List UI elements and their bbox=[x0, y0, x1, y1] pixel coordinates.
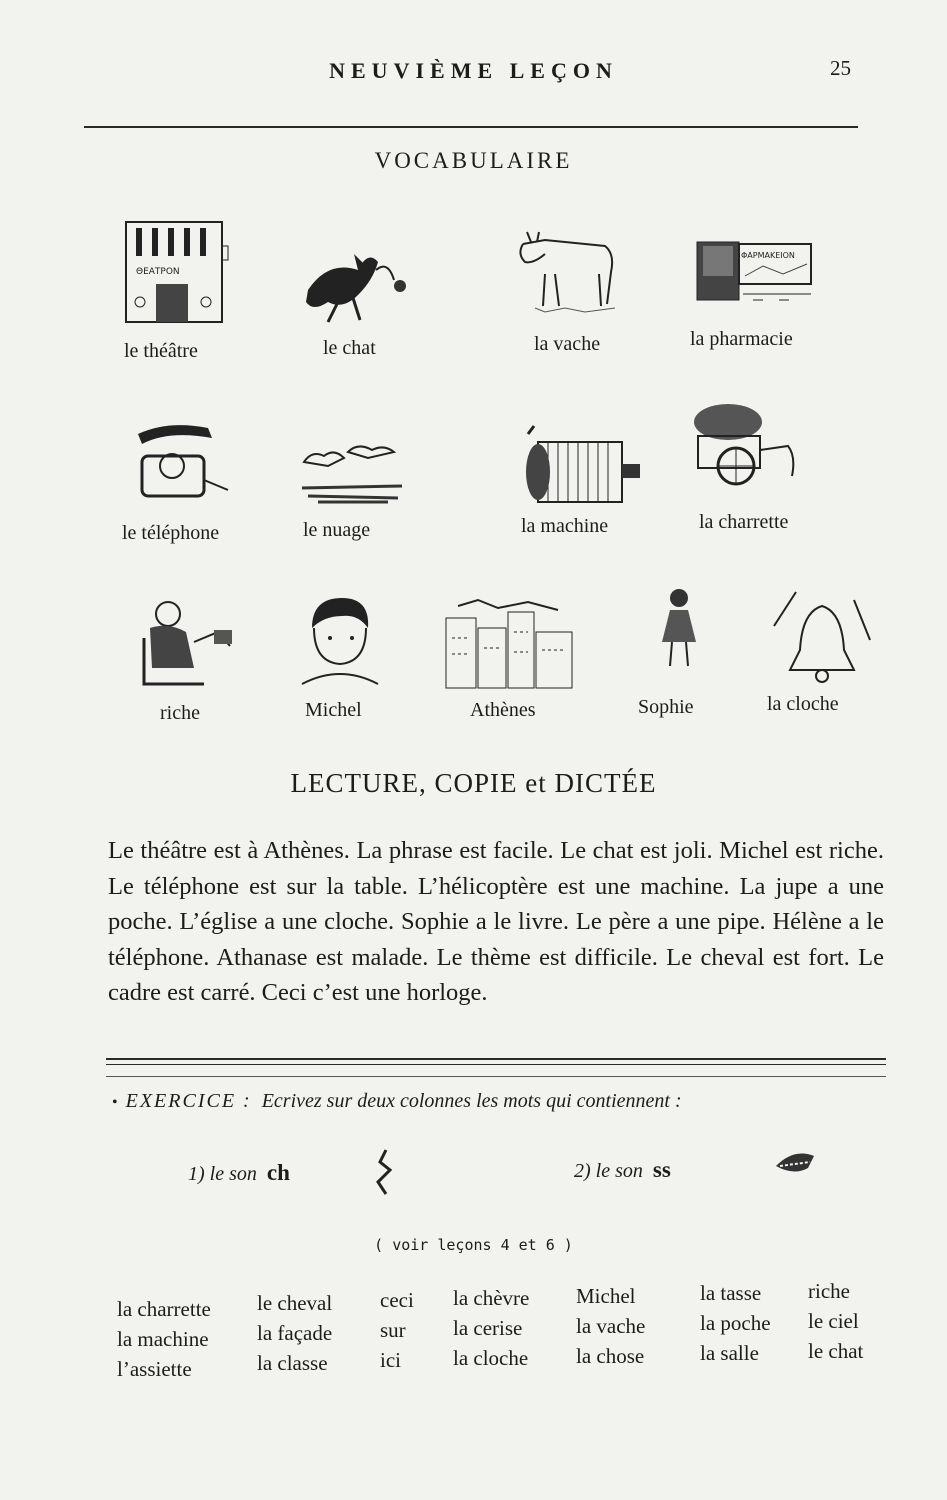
word-column bbox=[700, 1278, 771, 1368]
word: l’assiette bbox=[117, 1357, 192, 1381]
word: la salle bbox=[700, 1341, 759, 1365]
word: la machine bbox=[117, 1327, 209, 1351]
word-column bbox=[576, 1281, 645, 1371]
boy-illustration bbox=[298, 594, 380, 686]
lecture-title: LECTURE, COPIE et DICTÉE bbox=[290, 768, 657, 798]
word-column bbox=[380, 1285, 414, 1375]
bell-illustration bbox=[770, 590, 874, 688]
vocabulary-title: VOCABULAIRE bbox=[374, 148, 573, 173]
word-column bbox=[808, 1276, 863, 1366]
cow-illustration bbox=[515, 224, 620, 316]
word: le cheval bbox=[257, 1291, 333, 1315]
word-column bbox=[257, 1288, 332, 1378]
cloud-illustration bbox=[298, 440, 408, 506]
reading-passage: Le théâtre est à Athènes. La phrase est facile. Le chat est joli. Michel est riche. Le téléphone est sur la table. L’hélicoptère est une machine. La jupe a une poche. L’église a une cloche. Sophie a le livre. Le père a une pipe. Hélène a le téléphone. Athanase est malade. Le thème est difficile. Le cheval est fort. Le cadre est carré. Ceci c’est une horloge. bbox=[108, 837, 884, 1006]
sound-item-2 bbox=[574, 1157, 671, 1183]
word: la cerise bbox=[453, 1316, 523, 1340]
machine-illustration bbox=[508, 424, 648, 510]
word: la vache bbox=[576, 1314, 646, 1338]
sound-letters: ch bbox=[266, 1160, 290, 1185]
word: la tasse bbox=[700, 1281, 762, 1305]
sound-prefix: 1) le son bbox=[188, 1163, 257, 1185]
sound-prefix: 2) le son bbox=[574, 1160, 643, 1182]
word: la façade bbox=[257, 1321, 333, 1345]
girl-illustration bbox=[656, 586, 702, 674]
header-rule bbox=[84, 126, 858, 128]
word: la classe bbox=[257, 1351, 328, 1375]
word: la chose bbox=[576, 1344, 645, 1368]
word: la charrette bbox=[117, 1297, 211, 1321]
vocab-label: le théâtre bbox=[124, 340, 198, 362]
word: la cloche bbox=[453, 1346, 529, 1370]
word: ici bbox=[380, 1348, 401, 1372]
exercise-text: Ecrivez sur deux colonnes les mots qui contiennent : bbox=[261, 1090, 682, 1112]
sound-item-1 bbox=[188, 1160, 290, 1186]
telephone-illustration bbox=[128, 420, 232, 504]
word: Michel bbox=[576, 1284, 636, 1308]
vocab-label: la machine bbox=[521, 515, 609, 537]
word: le ciel bbox=[808, 1309, 859, 1333]
vocab-label: le chat bbox=[323, 337, 376, 359]
divider bbox=[106, 1064, 886, 1065]
bullet: • bbox=[112, 1094, 118, 1111]
theatre-sign: ΘΕΑΤΡΟΝ bbox=[136, 267, 180, 277]
running-head: NEUVIÈME LEÇON bbox=[329, 58, 618, 83]
word: sur bbox=[380, 1318, 406, 1342]
page-number: 25 bbox=[830, 56, 851, 80]
vocab-label: le nuage bbox=[303, 519, 371, 541]
word-column bbox=[117, 1294, 211, 1384]
vocab-label: Athènes bbox=[470, 699, 536, 721]
word: la poche bbox=[700, 1311, 771, 1335]
cart-illustration bbox=[688, 400, 800, 492]
pharmacy-illustration bbox=[683, 236, 815, 308]
vocab-label: la charrette bbox=[699, 511, 789, 533]
vocab-label: la vache bbox=[534, 333, 601, 355]
vocab-label: Michel bbox=[305, 699, 362, 721]
word: ceci bbox=[380, 1288, 414, 1312]
word: le chat bbox=[808, 1339, 864, 1363]
exercise-label: EXERCICE : bbox=[125, 1090, 252, 1112]
vocab-label: la pharmacie bbox=[690, 328, 793, 350]
word: la chèvre bbox=[453, 1286, 530, 1310]
cat-illustration bbox=[298, 240, 413, 326]
divider bbox=[106, 1076, 886, 1077]
pharmacy-sign: ΦΑΡΜΑΚΕΙΟΝ bbox=[741, 251, 795, 260]
theatre-illustration bbox=[122, 218, 234, 328]
vocab-label: riche bbox=[160, 702, 200, 724]
athens-illustration bbox=[438, 598, 580, 690]
train-whistle-icon bbox=[372, 1148, 398, 1196]
see-lessons-note: ( voir leçons 4 et 6 ) bbox=[374, 1236, 573, 1254]
sound-letters: ss bbox=[652, 1157, 671, 1182]
exercise-instruction bbox=[112, 1090, 892, 1113]
divider bbox=[106, 1058, 886, 1060]
word-column bbox=[453, 1283, 529, 1373]
hissing-mouth-icon bbox=[772, 1146, 818, 1188]
word: riche bbox=[808, 1279, 850, 1303]
vocab-label: la cloche bbox=[767, 693, 839, 715]
vocab-label: le téléphone bbox=[122, 522, 220, 544]
vocab-label: Sophie bbox=[638, 696, 694, 718]
rich-man-illustration bbox=[134, 598, 242, 692]
